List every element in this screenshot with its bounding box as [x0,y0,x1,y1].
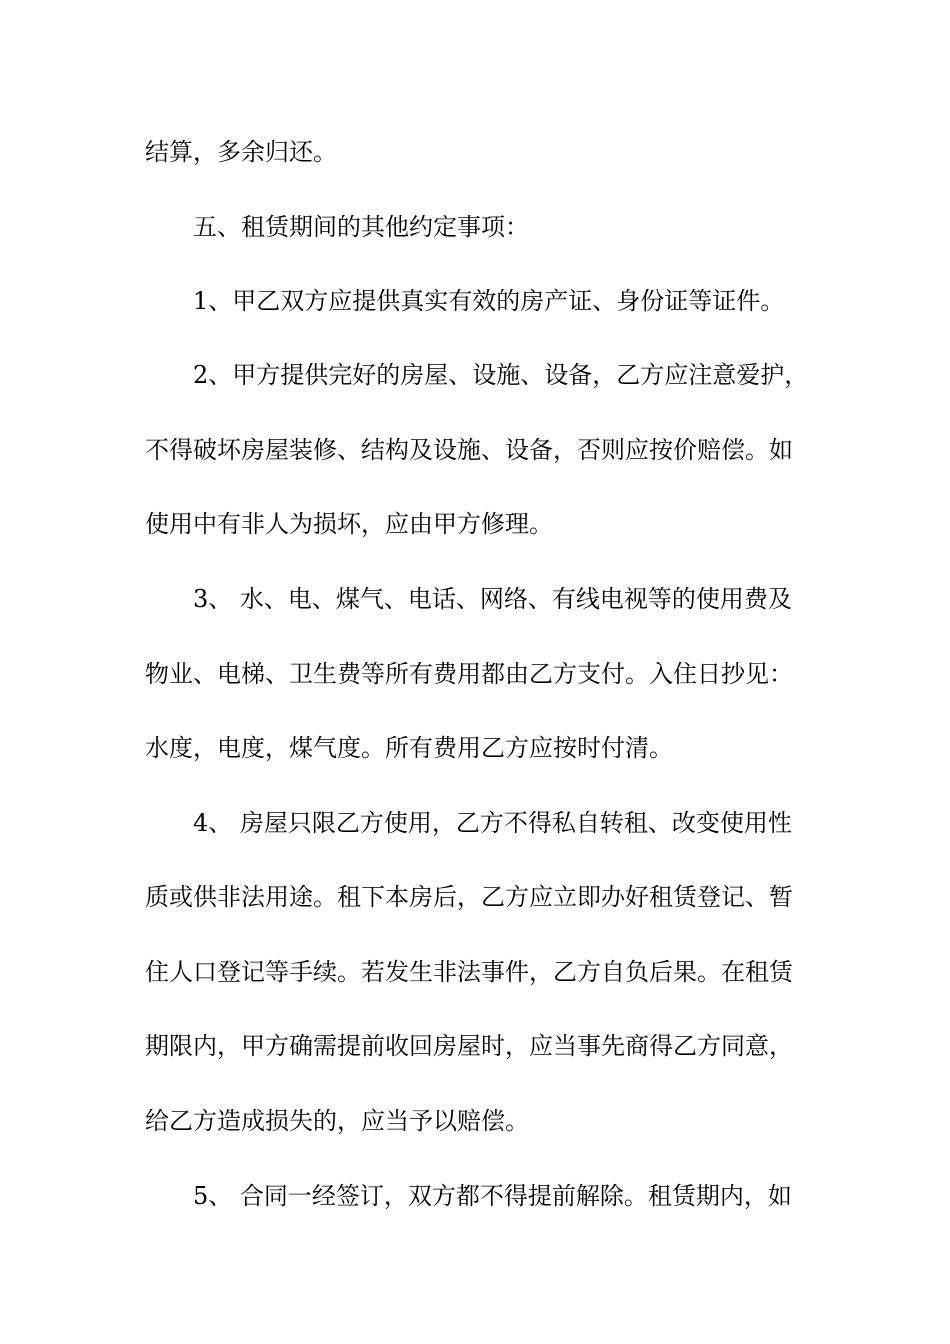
clause-4-line-4: 期限内，甲方确需提前收回房屋时，应当事先商得乙方同意， [145,1032,793,1060]
clause-1: 1、甲乙双方应提供真实有效的房产证、身份证等证件。 [193,287,785,315]
clause-4-line-3: 住人口登记等手续。若发生非法事件，乙方自负后果。在租赁 [145,958,793,986]
clause-3-line-1: 3、 水、电、煤气、电话、网络、有线电视等的使用费及 [193,585,792,613]
clause-4-line-1: 4、 房屋只限乙方使用，乙方不得私自转租、改变使用性 [193,809,792,837]
clause-2-line-3: 使用中有非人为损坏，应由甲方修理。 [145,510,553,538]
clause-2-line-2: 不得破坏房屋装修、结构及设施、设备，否则应按价赔偿。如 [145,436,793,464]
clause-2-line-1: 2、甲方提供完好的房屋、设施、设备，乙方应注意爱护， [193,361,809,389]
clause-5-line-1: 5、 合同一经签订，双方都不得提前解除。租赁期内，如 [193,1182,792,1210]
clause-3-line-2: 物业、电梯、卫生费等所有费用都由乙方支付。入住日抄见： [145,660,793,688]
section-heading: 五、租赁期间的其他约定事项： [193,213,529,241]
clause-4-line-2: 质或供非法用途。租下本房后，乙方应立即办好租赁登记、暂 [145,883,793,911]
clause-3-line-3: 水度，电度，煤气度。所有费用乙方应按时付清。 [145,734,673,762]
text-line: 结算，多余归还。 [145,138,337,166]
clause-4-line-5: 给乙方造成损失的，应当予以赔偿。 [145,1107,529,1135]
